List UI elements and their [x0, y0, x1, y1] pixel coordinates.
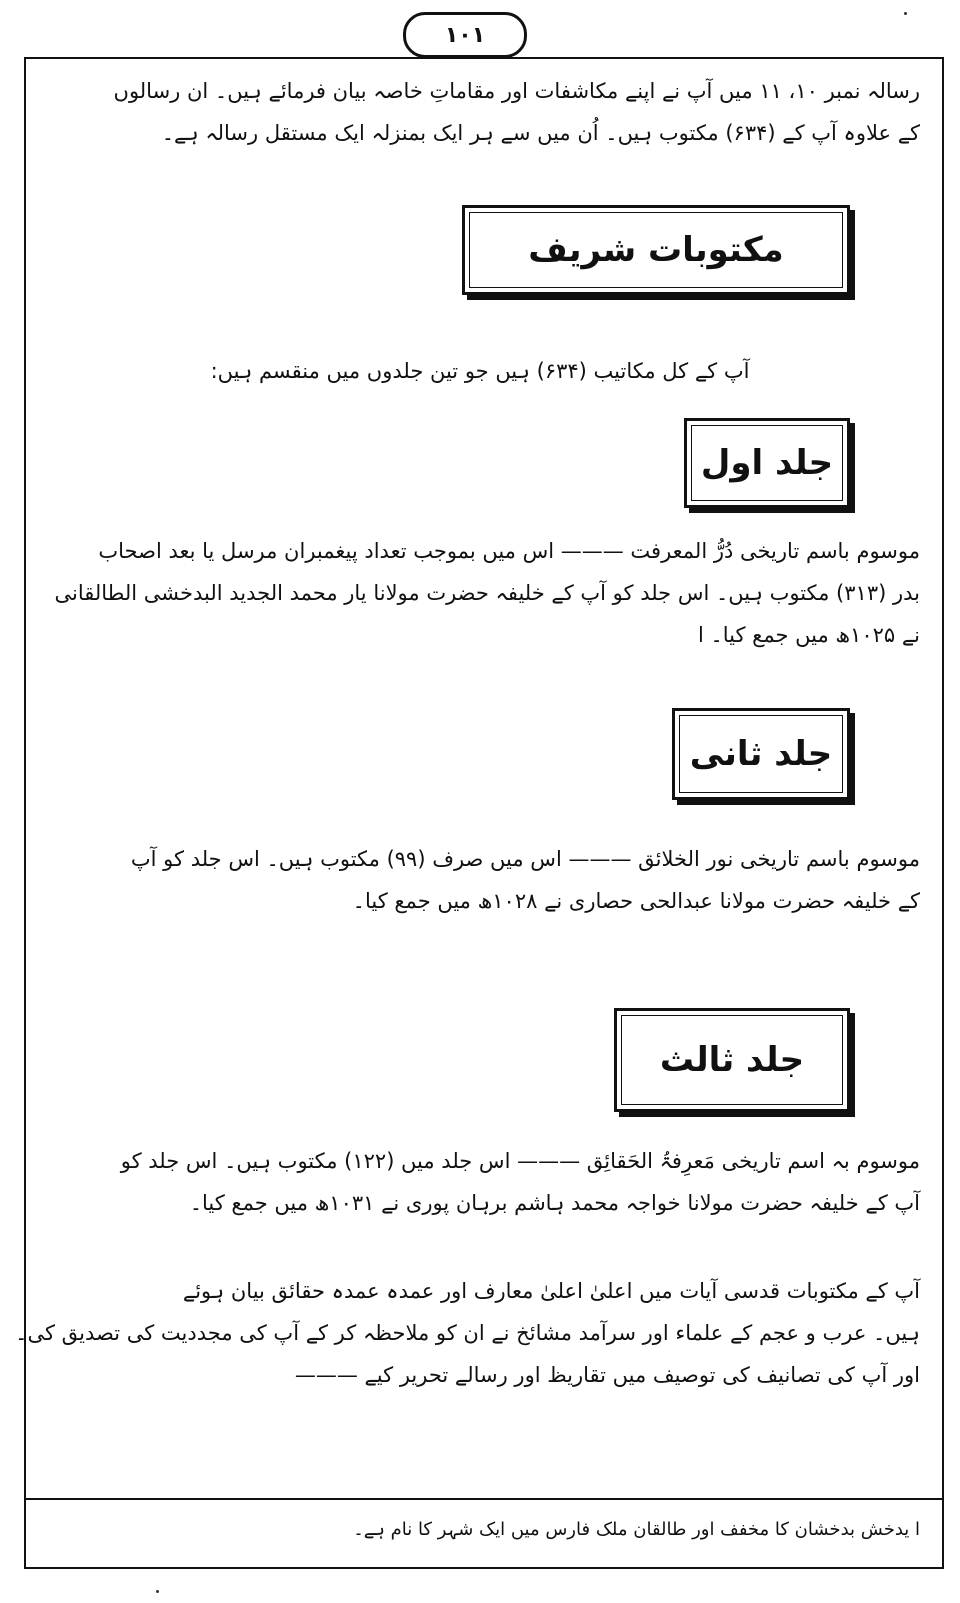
total-letters-note — [40, 350, 920, 392]
volume-3-line: موسوم بہ اسم تاریخی مَعرِفۃُ الحَقائِق ——— اس جلد میں (۱۲۲) مکتوب ہیں۔ اس جلد کو — [120, 1149, 920, 1173]
volume-2-title: جلد ثانی — [689, 734, 833, 774]
volume-1-line: بدر (۳۱۳) مکتوب ہیں۔ اس جلد کو آپ کے خلیفہ حضرت مولانا یار محمد الجدید البدخشی الطالقانی — [54, 581, 920, 605]
section-heading-maktubat — [462, 205, 850, 295]
volume-3-heading — [614, 1008, 850, 1112]
total-letters-text: آپ کے کل مکاتیب (۶۳۴) ہیں جو تین جلدوں میں منقسم ہیں: — [210, 359, 750, 383]
volume-1-title: جلد اول — [700, 443, 834, 483]
intro-paragraph — [40, 70, 920, 154]
volume-2-heading — [672, 708, 850, 800]
scan-speck — [156, 1590, 159, 1593]
intro-line: رسالہ نمبر ۱۰، ۱۱ میں آپ نے اپنے مکاشفات اور مقاماتِ خاصہ بیان فرمائے ہیں۔ ان رسالوں — [113, 79, 920, 103]
closing-line: ہیں۔ عرب و عجم کے علماء اور سرآمد مشائخ نے ان کو ملاحظہ کر کے آپ کی مجددیت کی تصدیق کی۔ — [15, 1321, 920, 1345]
page-number: ۱۰۱ — [403, 12, 527, 58]
intro-line: کے علاوہ آپ کے (۶۳۴) مکتوب ہیں۔ اُن میں سے ہر ایک بمنزلہ ایک مستقل رسالہ ہے۔ — [161, 121, 920, 145]
closing-line: آپ کے مکتوبات قدسی آیات میں اعلیٰ اعلیٰ معارف اور عمدہ عمدہ حقائق بیان ہوئے — [182, 1279, 920, 1303]
volume-2-paragraph — [40, 838, 920, 922]
volume-2-line: موسوم باسم تاریخی نور الخلائق ——— اس میں صرف (۹۹) مکتوب ہیں۔ اس جلد کو آپ — [130, 847, 920, 871]
volume-3-line: آپ کے خلیفہ حضرت مولانا خواجہ محمد ہاشم برہان پوری نے ۱۰۳۱ھ میں جمع کیا۔ — [189, 1191, 920, 1215]
volume-2-line: کے خلیفہ حضرت مولانا عبدالحی حصاری نے ۱۰۲۸ھ میں جمع کیا۔ — [352, 889, 920, 913]
scan-speck — [904, 12, 907, 15]
volume-1-line: موسوم باسم تاریخی دُرُّ المعرفت ——— اس میں بموجب تعداد پیغمبران مرسل یا بعد اصحاب — [98, 539, 920, 563]
footnote: ا یدخش بدخشان کا مخفف اور طالقان ملک فارس میں ایک شہر کا نام ہے۔ — [353, 1519, 920, 1540]
section-heading-text: مکتوبات شریف — [528, 230, 784, 270]
volume-1-line: نے ۱۰۲۵ھ میں جمع کیا۔ ا — [697, 623, 920, 647]
volume-1-heading — [684, 418, 850, 508]
closing-line: اور آپ کی تصانیف کی توصیف میں تقاریظ اور رسالے تحریر کیے ——— — [294, 1363, 920, 1387]
closing-paragraph — [15, 1270, 920, 1396]
volume-3-paragraph — [40, 1140, 920, 1224]
volume-1-paragraph — [40, 530, 920, 656]
footnote-divider — [26, 1498, 942, 1500]
volume-3-title: جلد ثالث — [659, 1040, 805, 1080]
